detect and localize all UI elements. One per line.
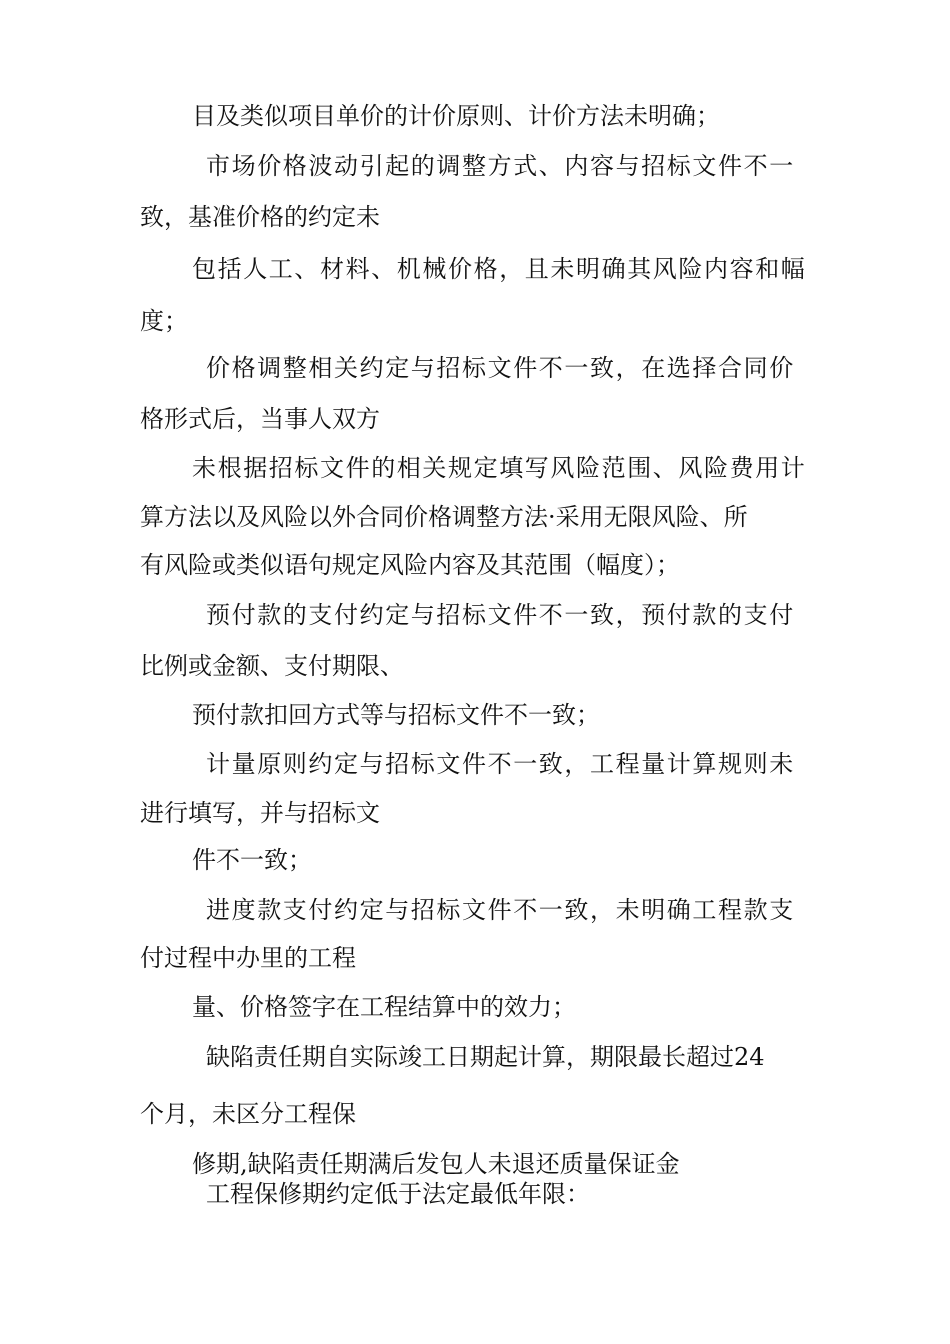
- text-line: 算方法以及风险以外合同价格调整方法·采用无限风险、所: [140, 503, 748, 531]
- text-line: 目及类似项目单价的计价原则、计价方法未明确；: [192, 102, 720, 130]
- text-line: 价格调整相关约定与招标文件不一致，在选择合同价: [206, 354, 795, 382]
- text-line: 比例或金额、支付期限、: [140, 652, 404, 680]
- text-line: 件不一致；: [192, 846, 312, 874]
- text-line: 市场价格波动引起的调整方式、内容与招标文件不一: [206, 152, 795, 180]
- text-line: 工程保修期约定低于法定最低年限：: [206, 1180, 590, 1208]
- text-line: 致，基准价格的约定未: [140, 203, 380, 231]
- text-line: 量、价格签字在工程结算中的效力；: [192, 993, 576, 1021]
- text-line: 缺陷责任期自实际竣工日期起计算，期限最长超过24: [206, 1043, 765, 1071]
- text-line: 预付款扣回方式等与招标文件不一致；: [192, 701, 600, 729]
- text-line: 未根据招标文件的相关规定填写风险范围、风险费用计: [192, 454, 807, 482]
- text-line: 计量原则约定与招标文件不一致，工程量计算规则未: [206, 750, 795, 778]
- text-line: 有风险或类似语句规定风险内容及其范围（幅度）；: [140, 551, 680, 579]
- text-line: 付过程中办里的工程: [140, 944, 356, 972]
- text-line: 进行填写，并与招标文: [140, 799, 380, 827]
- text-line: 个月，未区分工程保: [140, 1100, 356, 1128]
- text-line: 包括人工、材料、机械价格，且未明确其风险内容和幅: [192, 255, 807, 283]
- text-line: 格形式后，当事人双方: [140, 405, 380, 433]
- text-line: 度；: [140, 307, 188, 335]
- text-line: 进度款支付约定与招标文件不一致，未明确工程款支: [206, 896, 795, 924]
- text-line: 修期,缺陷责任期满后发包人未退还质量保证金: [192, 1150, 680, 1178]
- text-line: 预付款的支付约定与招标文件不一致，预付款的支付: [206, 601, 795, 629]
